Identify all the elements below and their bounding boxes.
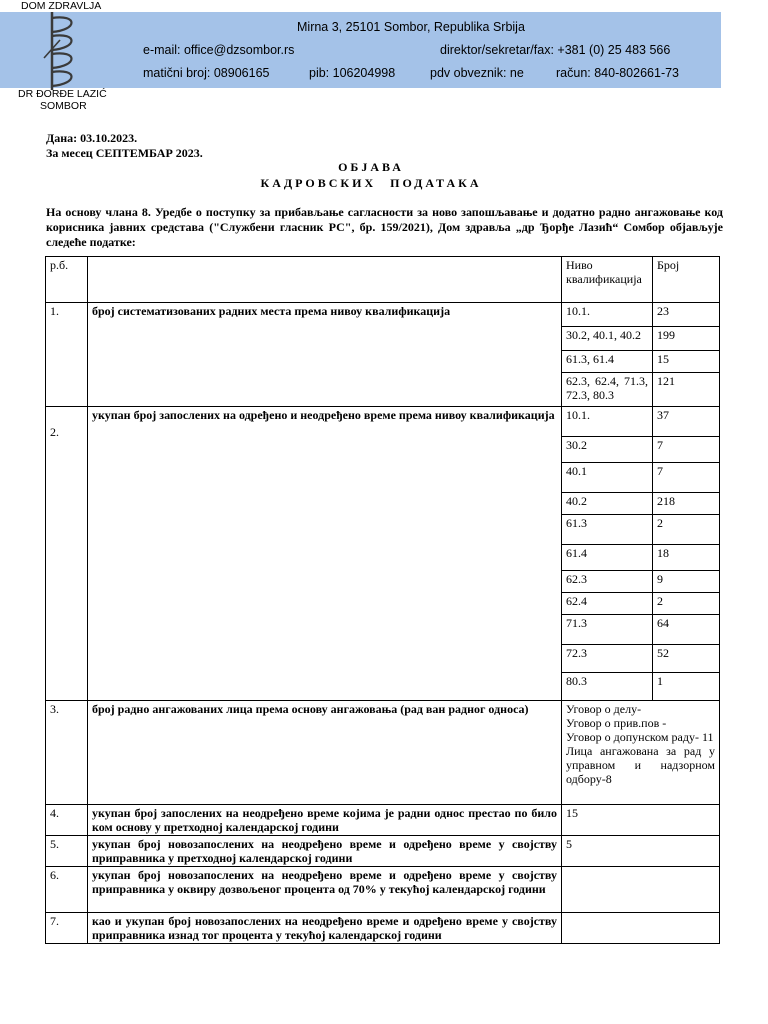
qualification-level: 62.3 [562,571,653,593]
qualification-level: 72.3 [562,645,653,673]
qualification-level: 61.4 [562,545,653,571]
count-value: 2 [653,515,720,545]
row-number: 6. [46,867,88,913]
document-title: ОБЈАВА [338,160,404,174]
count-value: 15 [653,351,720,373]
qualification-level: 71.3 [562,615,653,645]
row-number-text: 2. [50,425,59,439]
table-row [46,913,720,944]
count-value: 52 [653,645,720,673]
qualification-level: 30.2 [562,437,653,463]
org-name: DOM ZDRAVLJA [21,0,102,12]
engagement-line: Уговор о прив.пов - [566,716,667,730]
engagement-line: Уговор о допунском раду- 11 [566,730,714,744]
qualification-level: 10.1. [562,303,653,327]
table-row [46,407,720,437]
table-row [46,805,720,836]
address: Mirna 3, 25101 Sombor, Republika Srbija [297,20,525,34]
logo-icon [30,10,102,90]
personnel-data-table [45,256,720,944]
document-month: За месец СЕПТЕМБАР 2023. [46,146,203,160]
engagement-line: Лица ангажована за рад у управном и надзорном одбору-8 [566,744,715,786]
count-value: 2 [653,593,720,615]
count-value: 23 [653,303,720,327]
count-value: 37 [653,407,720,437]
document-subtitle: КАДРОВСКИХ ПОДАТАКА [260,176,482,190]
count-value: 121 [653,373,720,407]
table-row [46,701,720,805]
row-number: 1. [46,303,88,407]
row-description: укупан број запослених на одређено и неодређено време према нивоу квалификација [88,407,562,701]
table-row [46,867,720,913]
row-description: број радно ангажованих лица према основу ангажовања (рад ван радног односа) [88,701,562,805]
row-value [562,913,720,944]
engagement-details [562,701,720,805]
row-number: 3. [46,701,88,805]
count-value: 64 [653,615,720,645]
count-value: 218 [653,493,720,515]
org-city: SOMBOR [40,100,87,112]
header-count: Број [653,257,720,303]
header-desc [88,257,562,303]
qualification-level: 40.2 [562,493,653,515]
qualification-level: 62.4 [562,593,653,615]
org-director-name: DR ĐORĐE LAZIĆ [18,88,107,100]
count-value: 18 [653,545,720,571]
pdv: pdv obveznik: ne [430,66,524,80]
row-description: укупан број новозапослених на неодређено време и одређено време у својству приправника у оквиру дозвољеног процента од 70% у текућој календарској години [88,867,562,913]
count-value: 199 [653,327,720,351]
count-value: 7 [653,437,720,463]
qualification-level: 62.3, 62.4, 71.3, 72.3, 80.3 [562,373,653,407]
engagement-line: Уговор о делу- [566,702,642,716]
table-header-row [46,257,720,303]
racun: račun: 840-802661-73 [556,66,680,80]
row-description: укупан број запослених на неодређено време којима је радни однос престао по било ком основу у претходној календарској години [88,805,562,836]
header-rb: р.б. [46,257,88,303]
row-value: 5 [562,836,720,867]
qualification-level: 40.1 [562,463,653,493]
document-date: Дана: 03.10.2023. [46,131,138,145]
qualification-level: 61.3, 61.4 [562,351,653,373]
row-number: 4. [46,805,88,836]
count-value: 9 [653,571,720,593]
row-description: број систематизованих радних места према нивоу квалификација [88,303,562,407]
maticni-broj: matični broj: 08906165 [143,66,270,80]
phone-fax: direktor/sekretar/fax: +381 (0) 25 483 566 [440,43,671,57]
table-row [46,303,720,327]
count-value: 1 [653,673,720,701]
qualification-level: 10.1. [562,407,653,437]
row-number [46,407,88,701]
table-row [46,836,720,867]
row-value: 15 [562,805,720,836]
qualification-level: 61.3 [562,515,653,545]
qualification-level: 30.2, 40.1, 40.2 [562,327,653,351]
row-value [562,867,720,913]
email: e-mail: office@dzsombor.rs [143,43,295,57]
qualification-level: 80.3 [562,673,653,701]
pib: pib: 106204998 [309,66,396,80]
row-description: као и укупан број новозапослених на неодређено време и одређено време у својству приправника изнад тог процента у текућој календарској години [88,913,562,944]
document-intro: На основу члана 8. Уредбе о поступку за прибављање сагласности за ново запошљавање и додатно радно ангажовање код корисника јавних средстава ("Службени гласник РС", бр. 159/2021), Дом здравља „др Ђорђе Лазић“ Сомбор објављује следеће податке: [46,205,723,249]
row-description: укупан број новозапослених на неодређено време и одређено време у својству приправника у претходној календарској години [88,836,562,867]
count-value: 7 [653,463,720,493]
header-level: Ниво квалификација [562,257,653,303]
row-number: 5. [46,836,88,867]
row-number: 7. [46,913,88,944]
